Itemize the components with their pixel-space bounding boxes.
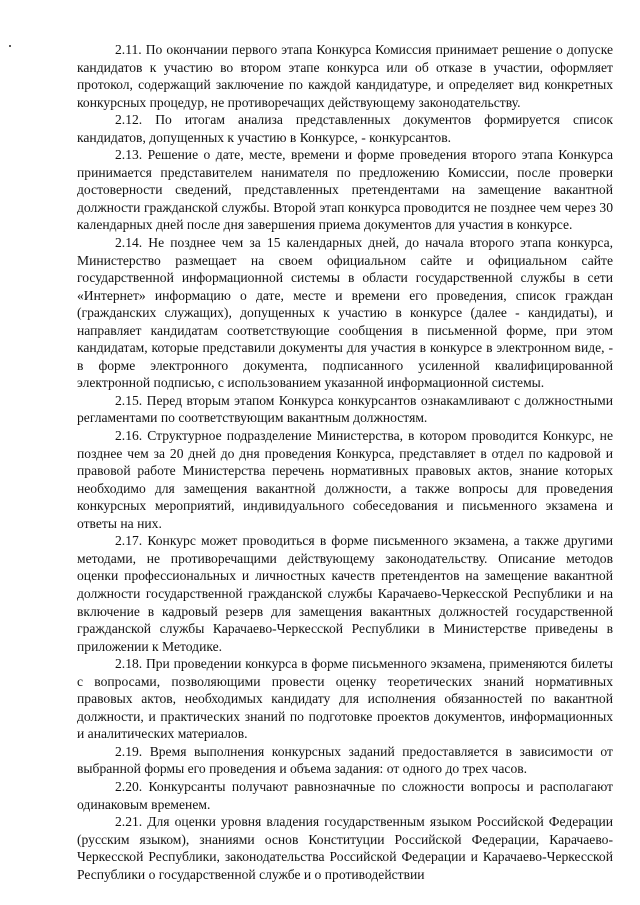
paragraph-2-17: 2.17. Конкурс может проводиться в форме письменного экзамена, а также другими методами, не противоречащими действующему законодательству. Описание методов оценки профессиональных и личностных качеств претендентов на замещение вакантной должности государственной гражданской службы Карачаево-Черкесской Республики и на включение в кадровый резерв для замещения вакантных должностей государственной гражданской службы Карачаево-Черкесской Республики в Министерстве приведены в приложении к Методике. — [77, 533, 613, 654]
paragraph-2-13: 2.13. Решение о дате, месте, времени и форме проведения второго этапа Конкурса принимается представителем нанимателя по предложению Комиссии, после проверки достоверности сведений, представленных претендентами на замещение вакантной должности гражданской службы. Второй этап конкурса проводится не позднее чем через 30 календарных дней после дня завершения приема документов для участия в конкурсе. — [77, 147, 613, 233]
paragraph-2-19: 2.19. Время выполнения конкурсных заданий предоставляется в зависимости от выбранной формы его проведения и объема задания: от одного до трех часов. — [77, 743, 613, 777]
paragraph-2-11: 2.11. По окончании первого этапа Конкурса Комиссия принимает решение о допуске кандидатов к участию во втором этапе конкурса или об отказе в участии, оформляет протокол, содержащий заключение по каждой кандидатуре, и определяет вид конкретных конкурсных процедур, не противоречащих действующему законодательству. — [77, 42, 613, 110]
paragraph-2-14: 2.14. Не позднее чем за 15 календарных дней, до начала второго этапа конкурса, Министерство размещает на своем официальном сайте и официальном сайте государственной информационной системы в области государственной службы в сети «Интернет» информацию о дате, месте и времени его проведения, список граждан (гражданских служащих), допущенных к участию в конкурсе (далее - кандидаты), и направляет кандидатам соответствующие сообщения в письменной форме, при этом кандидатам, которые представили документы для участия в конкурсе в электронном виде, - в форме электронного документа, подписанного усиленной квалифицированной электронной подписью, с использованием указанной информационной системы. — [77, 235, 613, 391]
paragraph-2-12: 2.12. По итогам анализа представленных документов формируется список кандидатов, допущенных к участию в Конкурсе, - конкурсантов. — [77, 112, 613, 145]
scan-dot — [9, 45, 11, 47]
paragraph-2-16: 2.16. Структурное подразделение Министерства, в котором проводится Конкурс, не позднее чем за 20 дней до дня проведения Конкурса, представляет в отдел по кадровой и правовой работе Министерства перечень нормативных правовых актов, знание которых необходимо для замещения вакантной должности, а также вопросы для проведения конкурсных мероприятий, индивидуального собеседования и письменного экзамена и ответы на них. — [77, 428, 613, 531]
paragraph-2-20: 2.20. Конкурсанты получают равнозначные по сложности вопросы и располагают одинаковым временем. — [77, 778, 613, 812]
paragraph-2-18: 2.18. При проведении конкурса в форме письменного экзамена, применяются билеты с вопросами, позволяющими провести оценку теоретических знаний нормативных правовых актов, необходимых кандидату для исполнения обязанностей по вакантной должности, и практических знаний по подготовке проектов документов, информационных и аналитических материалов. — [77, 656, 613, 742]
document-page — [77, 41, 613, 883]
paragraph-2-21: 2.21. Для оценки уровня владения государственным языком Российской Федерации (русским языком), знаниями основ Конституции Российской Федерации, Карачаево-Черкесской Республики, законодательства Российской Федерации и Карачаево-Черкесской Республики о государственной службе и о противодействии — [77, 814, 613, 882]
paragraph-2-15: 2.15. Перед вторым этапом Конкурса конкурсантов ознакамливают с должностными регламентами по соответствующим вакантным должностям. — [77, 392, 613, 426]
